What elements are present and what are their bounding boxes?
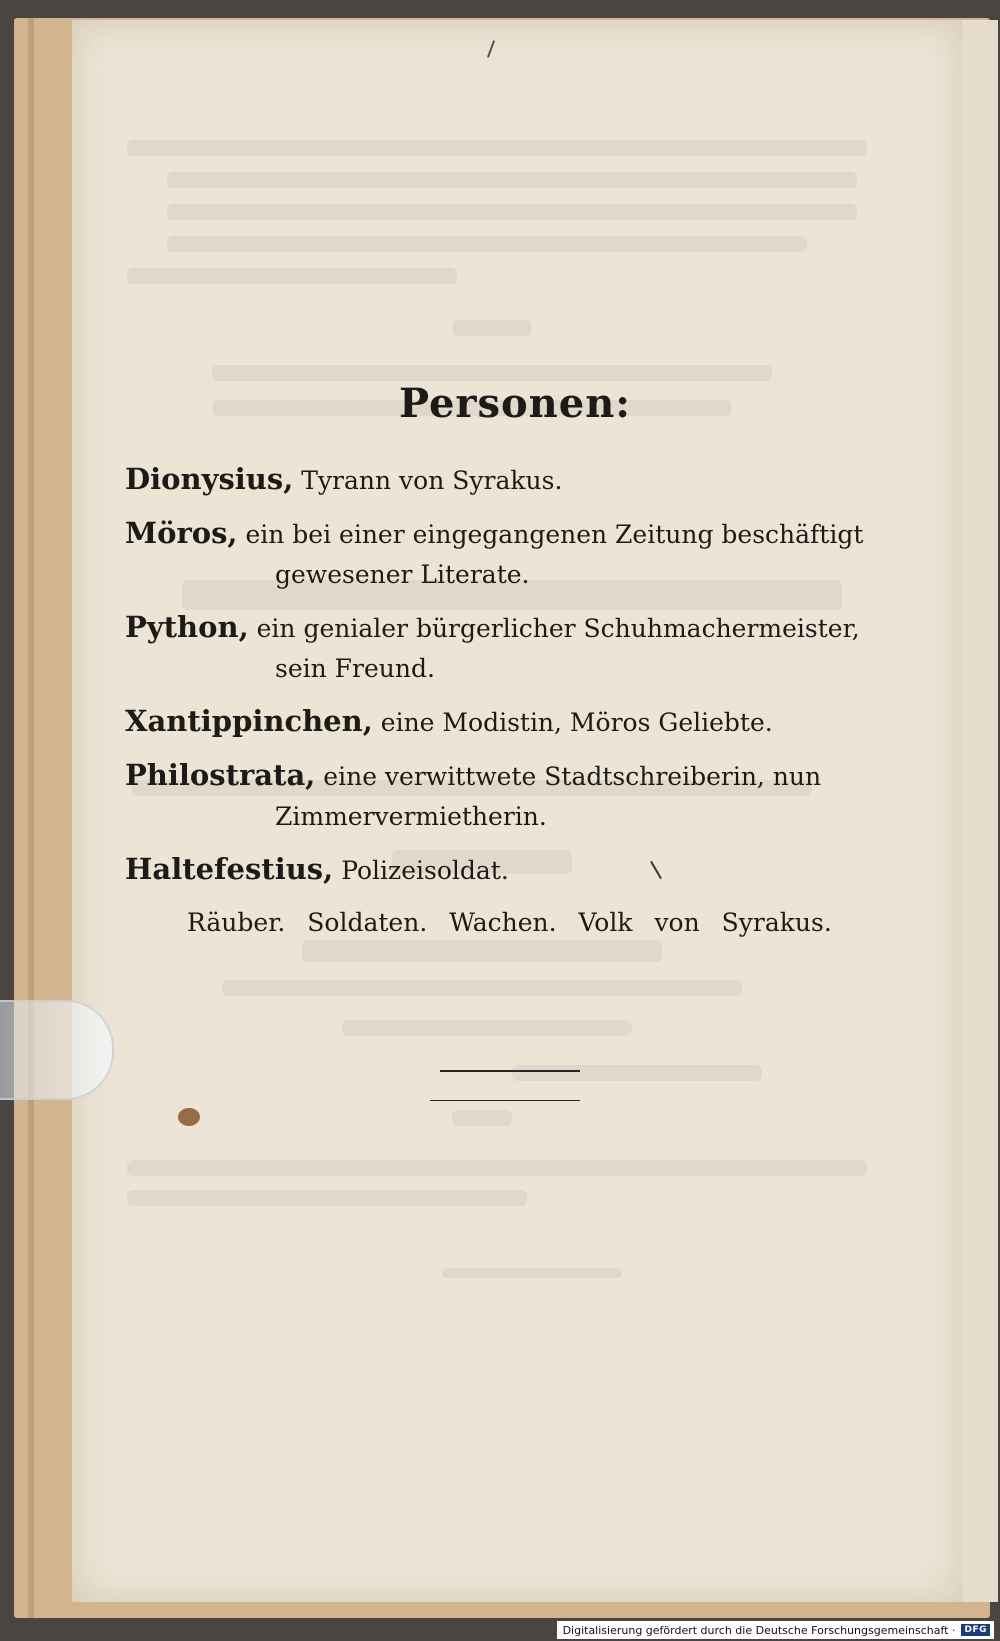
character-name: Python, bbox=[125, 610, 249, 644]
character-description: Polizeisoldat. bbox=[341, 856, 509, 885]
character-name: Haltefestius, bbox=[125, 852, 334, 886]
extras-line: Räuber. Soldaten. Wachen. Volk von Syrakus. bbox=[187, 908, 832, 937]
character-entry bbox=[125, 755, 905, 837]
dfg-logo-icon: DFG bbox=[961, 1624, 990, 1636]
character-entry bbox=[125, 849, 905, 891]
character-description-continued: Zimmervermietherin. bbox=[275, 802, 547, 831]
divider-rule bbox=[440, 1070, 580, 1072]
character-description: eine Modistin, Möros Geliebte. bbox=[380, 708, 773, 737]
digitization-footer bbox=[557, 1621, 994, 1639]
divider-rule-lower bbox=[430, 1100, 580, 1101]
character-entry bbox=[125, 701, 905, 743]
character-description-continued: gewesener Literate. bbox=[275, 560, 530, 589]
character-description: Tyrann von Syrakus. bbox=[301, 466, 563, 495]
page-heading: Personen: bbox=[398, 380, 632, 427]
character-name: Philostrata, bbox=[125, 758, 316, 792]
footer-text: Digitalisierung gefördert durch die Deutsche Forschungsgemeinschaft · bbox=[562, 1623, 956, 1637]
viewer-page-tab[interactable] bbox=[0, 1000, 114, 1100]
character-description: ein genialer bürgerlicher Schuhmachermeister, bbox=[256, 614, 860, 643]
next-page-edge bbox=[958, 20, 998, 1602]
dramatis-personae bbox=[125, 380, 905, 943]
character-description-continued: sein Freund. bbox=[275, 654, 435, 683]
character-entry bbox=[125, 513, 905, 595]
character-name: Xantippinchen, bbox=[125, 704, 373, 738]
cover-edge bbox=[28, 18, 34, 1618]
paper-stain bbox=[178, 1108, 200, 1126]
character-description: eine verwittwete Stadtschreiberin, nun bbox=[323, 762, 822, 791]
character-name: Dionysius, bbox=[125, 462, 294, 496]
character-entry bbox=[125, 459, 905, 501]
character-name: Möros, bbox=[125, 516, 238, 550]
character-entry bbox=[125, 607, 905, 689]
character-description: ein bei einer eingegangenen Zeitung beschäftigt bbox=[245, 520, 864, 549]
